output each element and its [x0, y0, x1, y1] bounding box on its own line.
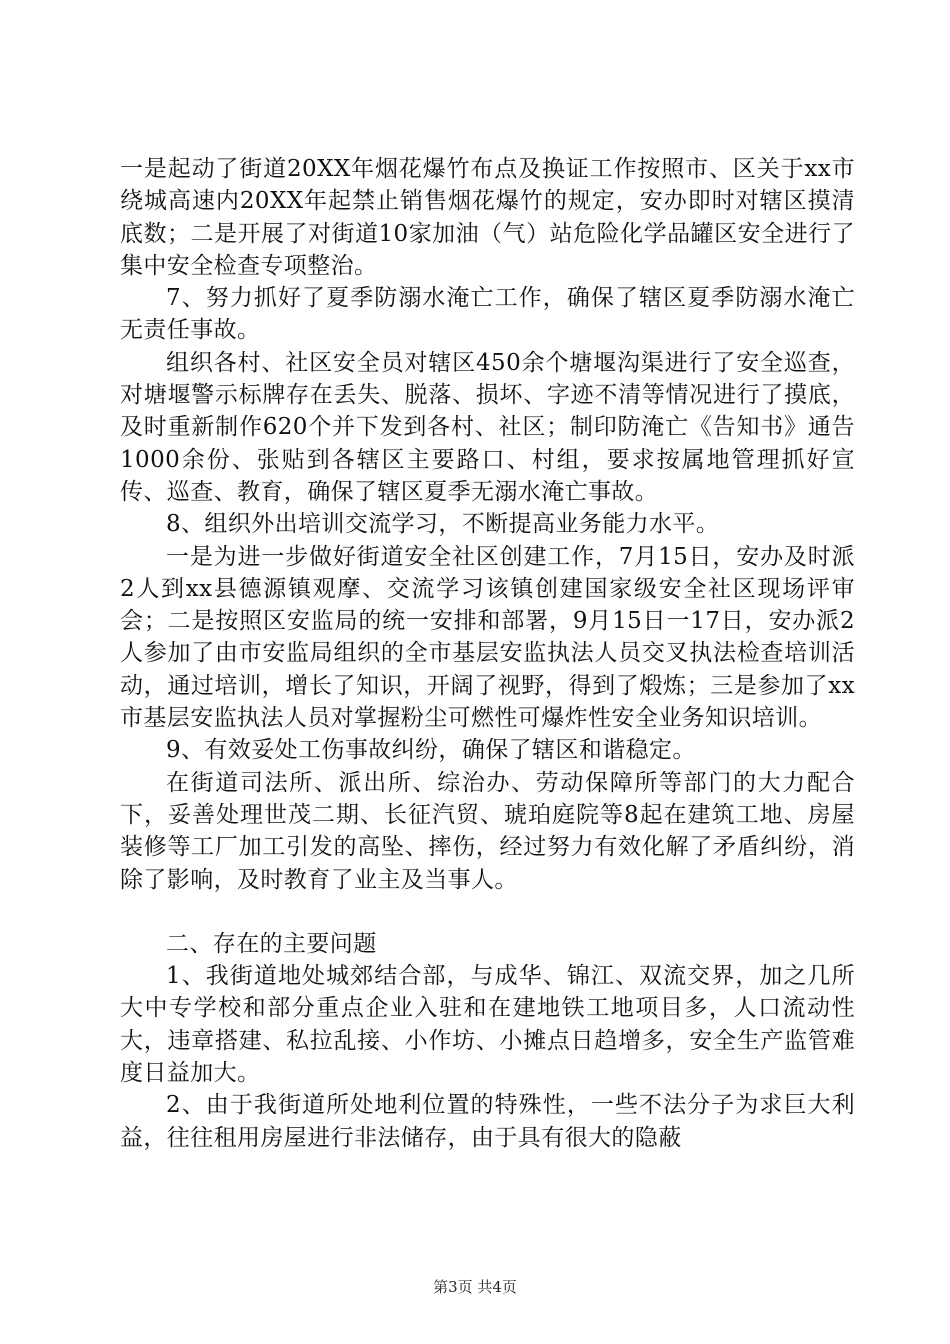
paragraph-drowning-prevention: 组织各村、社区安全员对辖区450余个塘堰沟渠进行了安全巡查，对塘堰警示标牌存在丢失、脱落、损坏、字迹不清等情况进行了摸底，及时重新制作620个并下发到各村、社区；制印防淹亡《告知书》通告1000余份、张贴到各辖区主要路口、村组，要求按属地管理抓好宣传、巡查、教育，确保了辖区夏季无溺水淹亡事故。	[120, 349, 855, 505]
page-number-footer: 第3页 共4页	[433, 1278, 517, 1296]
paragraph-problem-1: 1、我街道地处城郊结合部，与成华、锦江、双流交界，加之几所大中专学校和部分重点企业入驻和在建地铁工地项目多，人口流动性大，违章搭建、私拉乱接、小作坊、小摊点日趋增多，安全生产监管难度日益加大。	[120, 963, 855, 1087]
paragraph-item-9-heading: 9、有效妥处工伤事故纠纷，确保了辖区和谐稳定。	[166, 737, 696, 764]
paragraph-fireworks-inspection: 一是起动了街道20XX年烟花爆竹布点及换证工作按照市、区关于xx市绕城高速内20XX年起禁止销售烟花爆竹的规定，安办即时对辖区摸清底数；二是开展了对街道10家加油（气）站危险化学品罐区安全进行了集中安全检查专项整治。	[120, 156, 855, 279]
paragraph-item-8-heading: 8、组织外出培训交流学习，不断提高业务能力水平。	[166, 511, 720, 538]
paragraph-training: 一是为进一步做好街道安全社区创建工作，7月15日，安办及时派2人到xx县德源镇观摩、交流学习该镇创建国家级安全社区现场评审会；二是按照区安监局的统一安排和部署，9月15日一17日，安办派2人参加了由市安监局组织的全市基层安监执法人员交叉执法检查培训活动，通过培训，增长了知识，开阔了视野，得到了煅炼；三是参加了xx市基层安监执法人员对掌握粉尘可燃性可爆炸性安全业务知识培训。	[120, 543, 855, 732]
paragraph-injury-disputes: 在街道司法所、派出所、综治办、劳动保障所等部门的大力配合下，妥善处理世茂二期、长征汽贸、琥珀庭院等8起在建筑工地、房屋装修等工厂加工引发的高坠、摔伤，经过努力有效化解了矛盾纠纷，消除了影响，及时教育了业主及当事人。	[120, 769, 855, 893]
document-body	[120, 153, 855, 1154]
paragraph-problem-2: 2、由于我街道所处地利位置的特殊性，一些不法分子为求巨大利益，往往租用房屋进行非法储存，由于具有很大的隐蔽	[120, 1092, 855, 1151]
paragraph-item-7-heading: 7、努力抓好了夏季防溺水淹亡工作，确保了辖区夏季防溺水淹亡无责任事故。	[120, 285, 855, 344]
section-heading-main-problems: 二、存在的主要问题	[166, 930, 377, 957]
